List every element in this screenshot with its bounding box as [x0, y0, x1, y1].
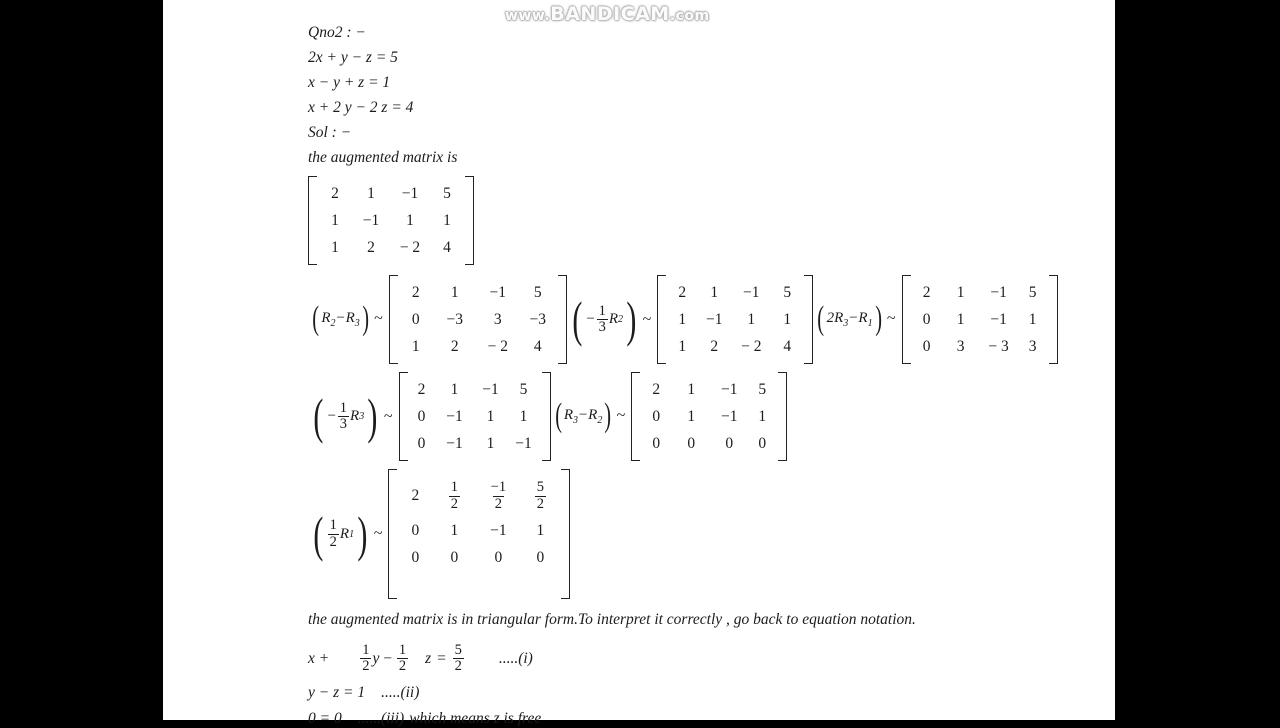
matrix-cell: 3	[493, 310, 502, 328]
operator-minus: −	[578, 406, 589, 423]
matrix-cell: 1	[783, 310, 792, 328]
matrix-row	[398, 544, 560, 571]
matrix-step-4	[399, 372, 551, 461]
variable-z: z	[425, 649, 432, 667]
operator-minus: −	[335, 309, 346, 326]
bracket-right	[804, 275, 813, 364]
fraction-denominator: 2	[454, 658, 462, 675]
matrix-cell: 2	[417, 380, 426, 398]
matrix-cell: 0	[652, 407, 661, 425]
fraction-denominator: 2	[536, 495, 545, 512]
matrix-cell: 0	[652, 434, 661, 452]
matrix-cell: 0	[417, 434, 426, 452]
operator-minus: −	[585, 311, 596, 327]
fraction	[452, 643, 465, 674]
operation-two-r3-minus-r1: ( $2R_3-R_1$ ) ~	[813, 305, 901, 334]
matrix-cell: −3	[529, 310, 547, 328]
equivalence-tilde: ~	[373, 525, 383, 542]
variable-y: y	[372, 649, 380, 667]
fraction-denominator: 2	[398, 658, 407, 675]
matrix-cell: 2	[678, 283, 687, 301]
operation-minus-one-third-r3: ( − $\frac{1}{3}$ R 3 ) ~	[308, 395, 399, 438]
matrix-step-3	[902, 275, 1058, 364]
fraction-numerator: 5	[536, 479, 545, 496]
matrix-cell: 5	[443, 184, 451, 202]
equivalence-tilde: ~	[616, 407, 626, 425]
matrix-row	[912, 306, 1048, 333]
fraction-denominator: 3	[598, 319, 606, 335]
operand-subscript: 3	[354, 317, 360, 329]
matrix-cell: −1	[446, 434, 463, 452]
matrix-row	[398, 517, 560, 544]
matrix-cell: 4	[783, 337, 792, 355]
bracket-left	[902, 275, 911, 364]
watermark-prefix: www.	[505, 8, 551, 24]
operator-minus: −	[848, 309, 859, 326]
matrix-cell: −1	[446, 407, 463, 425]
equivalence-tilde: ~	[374, 310, 383, 328]
equation-body: y − z = 1	[308, 684, 366, 702]
equivalence-tilde: ~	[886, 310, 896, 328]
fraction-numerator: 1	[362, 642, 370, 658]
equation-lead: x +	[308, 649, 330, 667]
matrix-cell: 1	[1028, 310, 1037, 328]
document-content	[308, 20, 1098, 728]
fraction-denominator: 2	[494, 495, 503, 512]
operator-equals: =	[436, 649, 447, 667]
matrix-cell: 1	[486, 407, 495, 425]
matrix-cell: 1	[747, 310, 756, 328]
matrix-cell: 1	[687, 407, 696, 425]
bracket-right	[1049, 275, 1058, 364]
operand-subscript: 2	[617, 314, 623, 325]
operation-r2-minus-r3: ( $R_2-R_3$ ) ~	[308, 305, 389, 334]
matrix-cell: −1	[515, 434, 532, 452]
question-label: Qno2 : −	[308, 24, 366, 41]
final-equation-1	[308, 643, 1098, 674]
matrix-cell: −1	[990, 310, 1007, 328]
operand-subscript: 3	[359, 411, 365, 422]
matrix-cell: 3	[956, 337, 965, 355]
initial-matrix-row	[308, 176, 1098, 265]
matrix-cell: 2	[367, 238, 375, 256]
matrix-cell: 1	[956, 310, 965, 328]
matrix-row	[641, 376, 777, 403]
matrix-cell: 3	[1028, 337, 1037, 355]
matrix-cell: −1	[362, 211, 380, 229]
matrix-cell: −1	[743, 283, 760, 301]
matrix-cell: 1	[536, 521, 545, 539]
matrix-cell: 5	[1028, 283, 1037, 301]
matrix-cell: 2	[411, 487, 420, 504]
matrix-cell: 1	[687, 380, 696, 398]
matrix-row	[399, 306, 557, 333]
operand-label: R	[608, 311, 618, 327]
bracket-left	[657, 275, 666, 364]
row-reduction-line-1	[308, 275, 1098, 364]
matrix-cell: 2	[710, 337, 719, 355]
matrix-cell: −1	[706, 310, 723, 328]
equivalence-tilde: ~	[383, 407, 393, 425]
operand-subscript: 3	[573, 414, 579, 426]
fraction-denominator: 2	[329, 533, 337, 550]
matrix-cell: −1	[490, 521, 507, 539]
bracket-left	[388, 469, 397, 599]
matrix-cell	[432, 480, 476, 511]
matrix-cell: 0	[411, 521, 420, 539]
bracket-right	[542, 372, 551, 461]
fraction	[534, 480, 547, 511]
final-equation-3	[308, 710, 1098, 728]
matrix-row	[912, 333, 1048, 360]
operand-subscript: 2	[597, 414, 603, 426]
operand-label: R	[858, 309, 868, 326]
matrix-row	[912, 279, 1048, 306]
fraction-numerator: 5	[454, 642, 462, 658]
fraction	[596, 304, 609, 335]
final-equation-2	[308, 684, 1098, 702]
fraction-numerator: 1	[398, 642, 407, 658]
matrix-cell: 5	[758, 380, 767, 398]
operand-label: R	[588, 406, 598, 423]
equation-body: 0 = 0	[308, 710, 342, 728]
matrix-cell: 0	[922, 310, 931, 328]
matrix-step-2	[657, 275, 813, 364]
matrix-step-6	[388, 469, 570, 599]
matrix-cell: 1	[956, 283, 965, 301]
row-reduction-line-3	[308, 469, 1098, 599]
matrix-cell: 1	[678, 310, 687, 328]
matrix-cell: 2	[450, 337, 459, 355]
matrix-cell: 1	[367, 184, 375, 202]
matrix-cell: −1	[489, 283, 507, 301]
matrix-cell: 4	[443, 238, 451, 256]
matrix-cell: − 2	[399, 238, 421, 256]
matrix-cell: − 2	[487, 337, 508, 355]
matrix-cell: 1	[331, 238, 339, 256]
matrix-row	[399, 279, 557, 306]
bandicam-watermark	[505, 3, 710, 25]
conclusion-text: the augmented matrix is in triangular form.To interpret it correctly , go back to equation notation.	[308, 611, 916, 628]
matrix-row	[667, 279, 803, 306]
augmented-matrix	[308, 176, 474, 265]
matrix-cell: 4	[533, 337, 542, 355]
matrix-row	[398, 475, 560, 517]
operand-subscript: 1	[349, 528, 355, 540]
matrix-cell: 1	[450, 521, 459, 539]
matrix-cell: 5	[533, 283, 542, 301]
matrix-cell: 0	[758, 434, 767, 452]
matrix-row	[318, 207, 464, 234]
matrix-row	[409, 376, 541, 403]
bracket-right	[558, 275, 567, 364]
matrix-cell: 1	[331, 211, 339, 229]
operand-coefficient: 2	[826, 309, 835, 326]
equation-reference: .....(i)	[498, 649, 533, 667]
bracket-left	[308, 176, 317, 265]
operator-minus: −	[382, 649, 393, 667]
matrix-cell: 1	[519, 407, 528, 425]
matrix-cell: − 3	[988, 337, 1009, 355]
matrix-row	[641, 403, 777, 430]
row-reduction-line-2	[308, 372, 1098, 461]
matrix-cell: 1	[406, 211, 414, 229]
document-page	[163, 0, 1115, 728]
matrix-cell: 0	[494, 548, 503, 566]
bracket-left	[389, 275, 398, 364]
matrix-cell: 0	[922, 337, 931, 355]
given-equation-3: x + 2 y − 2 z = 4	[308, 99, 414, 116]
matrix-cell: 0	[411, 310, 420, 328]
fraction	[448, 480, 461, 511]
matrix-cell: −1	[990, 283, 1007, 301]
matrix-cell: 5	[519, 380, 528, 398]
fraction	[488, 480, 509, 511]
watermark-suffix: .com	[669, 8, 710, 24]
fraction-denominator: 3	[339, 416, 348, 432]
matrix-cell: 0	[536, 548, 545, 566]
operand-label: R	[321, 309, 331, 326]
fraction	[359, 643, 372, 674]
matrix-step-5	[631, 372, 787, 461]
matrix-cell: 2	[922, 283, 931, 301]
fraction	[327, 518, 340, 549]
matrix-cell: −1	[401, 184, 419, 202]
matrix-row	[667, 306, 803, 333]
operation-r3-minus-r2: ( $R_3-R_2$ ) ~	[551, 402, 632, 431]
operation-half-r1: ( $\frac{1}{2}$ R 1 ) ~	[308, 513, 388, 556]
fraction-numerator: 1	[450, 479, 459, 496]
operand-label: R	[563, 406, 574, 423]
operator-minus: −	[326, 408, 337, 424]
watermark-brand: BANDICAM	[550, 3, 670, 25]
solution-label: Sol : −	[308, 124, 352, 141]
matrix-cell: 1	[450, 380, 459, 398]
matrix-cell: −1	[482, 380, 499, 398]
matrix-cell: 1	[486, 434, 495, 452]
operand-label: R	[834, 309, 844, 326]
fraction-numerator: 1	[329, 517, 337, 534]
matrix-step-1	[389, 275, 567, 364]
matrix-row	[667, 333, 803, 360]
operand-subscript: 2	[330, 317, 336, 329]
operand-subscript: 3	[843, 317, 849, 329]
equation-note: which means z is free	[409, 710, 542, 728]
matrix-row	[409, 430, 541, 457]
matrix-cell	[476, 480, 520, 511]
bracket-left	[631, 372, 640, 461]
matrix-cell: 1	[678, 337, 687, 355]
equation-reference: ......(iii)	[357, 710, 405, 728]
fraction-numerator: −1	[490, 479, 507, 496]
matrix-cell: 1	[758, 407, 767, 425]
matrix-row-spacer	[398, 571, 560, 595]
bracket-right	[465, 176, 474, 265]
matrix-row	[409, 403, 541, 430]
fraction-numerator: 1	[598, 302, 606, 319]
matrix-row	[641, 430, 777, 457]
matrix-row	[399, 333, 557, 360]
matrix-cell	[520, 480, 560, 511]
matrix-cell: 5	[783, 283, 792, 301]
operand-label: R	[339, 525, 350, 542]
matrix-cell: 0	[411, 548, 420, 566]
fraction	[396, 643, 409, 674]
matrix-cell: −3	[446, 310, 464, 328]
matrix-cell: 1	[443, 211, 451, 229]
bracket-right	[561, 469, 570, 599]
matrix-cell: 1	[710, 283, 719, 301]
matrix-cell: 2	[331, 184, 339, 202]
matrix-cell: 1	[450, 283, 459, 301]
matrix-cell: 0	[725, 434, 734, 452]
operand-subscript: 1	[867, 317, 873, 329]
matrix-row	[318, 234, 464, 261]
matrix-cell: 0	[417, 407, 426, 425]
bracket-right	[778, 372, 787, 461]
given-equation-1: 2x + y − z = 5	[308, 49, 398, 66]
matrix-cell: 2	[411, 283, 420, 301]
matrix-cell: −1	[721, 407, 738, 425]
equivalence-tilde: ~	[642, 310, 652, 328]
matrix-row	[318, 180, 464, 207]
matrix-cell: −1	[721, 380, 738, 398]
given-equation-2: x − y + z = 1	[308, 74, 391, 91]
fraction-numerator: 1	[339, 399, 348, 416]
fraction-denominator: 2	[450, 495, 459, 512]
bracket-left	[399, 372, 408, 461]
operand-label: R	[350, 408, 360, 424]
matrix-cell: 1	[411, 337, 420, 355]
operand-label: R	[345, 309, 355, 326]
matrix-cell: 2	[652, 380, 661, 398]
fraction-denominator: 2	[362, 658, 370, 675]
operation-minus-one-third-r2: ( − $\frac{1}{3}$ R 2 ) ~	[567, 298, 658, 341]
matrix-cell: − 2	[741, 337, 762, 355]
matrix-cell: 0	[450, 548, 459, 566]
augmented-matrix-intro: the augmented matrix is	[308, 149, 458, 166]
equation-reference: .....(ii)	[381, 684, 420, 702]
fraction	[337, 401, 350, 432]
matrix-cell: 0	[687, 434, 696, 452]
